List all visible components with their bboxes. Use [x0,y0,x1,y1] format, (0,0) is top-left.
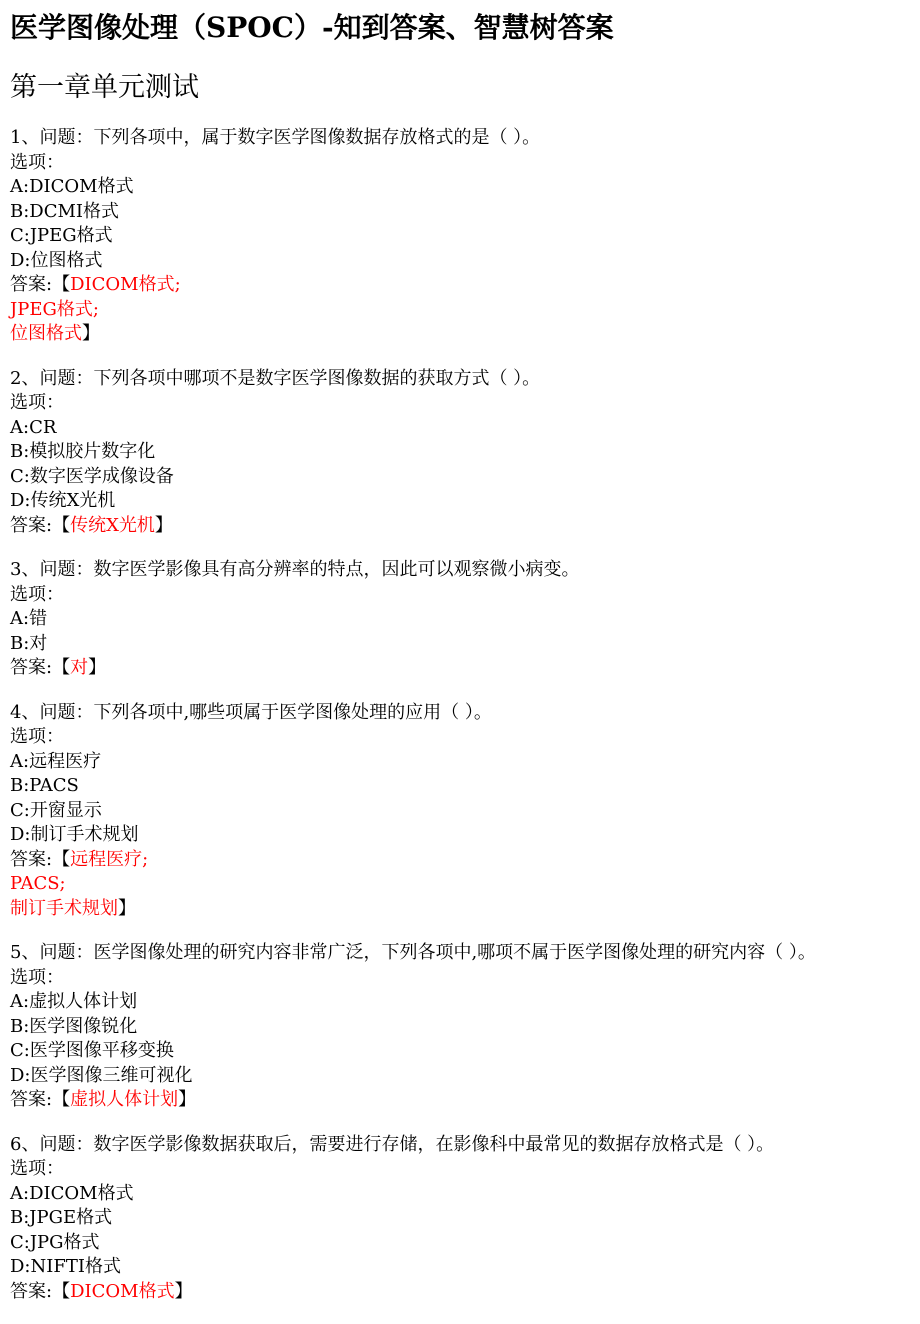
answer-label: 答案: [10,514,53,536]
question-text: 5、问题：医学图像处理的研究内容非常广泛，下列各项中,哪项不属于医学图像处理的研究内容（ ）。 [10,942,816,963]
option-item: B:对 [10,632,48,654]
answer-text: DICOM格式; [70,274,181,295]
option-item: D:医学图像三维可视化 [10,1064,193,1086]
answer-text: 对 [70,657,89,678]
option-item: B:模拟胶片数字化 [10,441,156,462]
answer-label: 答案: [10,274,53,295]
options-label: 选项： [10,1158,64,1179]
answer-label: 答案: [10,848,53,870]
option-item: C:JPG格式 [10,1231,100,1253]
question-text: 1、问题：下列各项中，属于数字医学图像数据存放格式的是（ ）。 [10,127,541,148]
chapter-title: 第一章单元测试 [10,72,199,103]
answer-open-bracket: 【 [52,848,71,870]
answer-line [10,1088,910,1113]
question-text: 4、问题：下列各项中,哪些项属于医学图像处理的应用（ ）。 [10,701,492,723]
question-block [10,941,910,1113]
answer-open-bracket: 【 [52,274,71,295]
answer-label: 答案: [10,1089,53,1110]
answer-line [10,897,910,922]
options-label: 选项： [10,726,64,747]
question-block [10,558,910,681]
answer-text: DICOM格式 [70,1280,175,1302]
option-item: B:医学图像锐化 [10,1015,138,1037]
answer-line [10,322,910,347]
answer-open-bracket: 【 [52,514,71,536]
answer-text: JPEG格式; [10,298,99,320]
question-list [10,126,910,1304]
answer-close-bracket: 】 [118,897,136,919]
options-label: 选项： [10,392,64,413]
options-label: 选项： [10,966,64,988]
question-text: 3、问题：数字医学影像具有高分辨率的特点，因此可以观察微小病变。 [10,559,580,580]
option-item: A:DICOM格式 [10,176,134,197]
answer-line [10,298,910,323]
answer-open-bracket: 【 [52,1280,71,1302]
question-block [10,367,910,539]
option-item: A:DICOM格式 [10,1182,134,1204]
question-text: 2、问题：下列各项中哪项不是数字医学图像数据的获取方式（ ）。 [10,367,541,389]
question-text: 6、问题：数字医学影像数据获取后，需要进行存储，在影像科中最常见的数据存放格式是（ ）。 [10,1133,775,1155]
option-item: A:虚拟人体计划 [10,991,138,1012]
answer-text: 位图格式 [10,323,82,344]
answer-open-bracket: 【 [52,657,71,678]
option-item: B:JPGE格式 [10,1207,113,1228]
option-item: D:位图格式 [10,249,103,271]
option-item: C:JPEG格式 [10,225,113,246]
answer-line [10,273,910,298]
option-item: C:开窗显示 [10,799,102,821]
option-item: C:医学图像平移变换 [10,1040,174,1061]
question-block [10,701,910,922]
option-item: D:NIFTI格式 [10,1256,121,1277]
answer-text: PACS; [10,873,66,894]
answer-open-bracket: 【 [52,1089,71,1110]
question-block [10,126,910,347]
answer-line [10,872,910,897]
document-title: 医学图像处理（SPOC）-知到答案、智慧树答案 [10,11,614,44]
answer-line [10,1280,910,1305]
option-item: A:错 [10,608,48,629]
option-item: C:数字医学成像设备 [10,465,174,487]
answer-close-bracket: 】 [82,323,100,344]
option-item: A:CR [10,416,57,438]
question-block [10,1133,910,1305]
option-item: B:PACS [10,775,79,796]
answer-line [10,656,910,681]
answer-text: 传统X光机 [70,514,155,536]
answer-label: 答案: [10,1280,53,1302]
answer-close-bracket: 】 [88,657,107,678]
answer-close-bracket: 】 [178,1089,197,1110]
option-item: B:DCMI格式 [10,200,120,222]
document-page [10,8,910,1324]
answer-text: 虚拟人体计划 [70,1089,179,1110]
option-item: D:制订手术规划 [10,824,139,845]
answer-close-bracket: 】 [154,514,173,536]
answer-label: 答案: [10,657,53,678]
answer-line [10,514,910,539]
answer-text: 制订手术规划 [10,897,118,919]
answer-close-bracket: 】 [174,1280,193,1302]
answer-line [10,848,910,873]
options-label: 选项： [10,583,64,605]
option-item: D:传统X光机 [10,490,116,511]
options-label: 选项： [10,151,64,173]
option-item: A:远程医疗 [10,750,102,772]
answer-text: 远程医疗; [70,848,149,870]
